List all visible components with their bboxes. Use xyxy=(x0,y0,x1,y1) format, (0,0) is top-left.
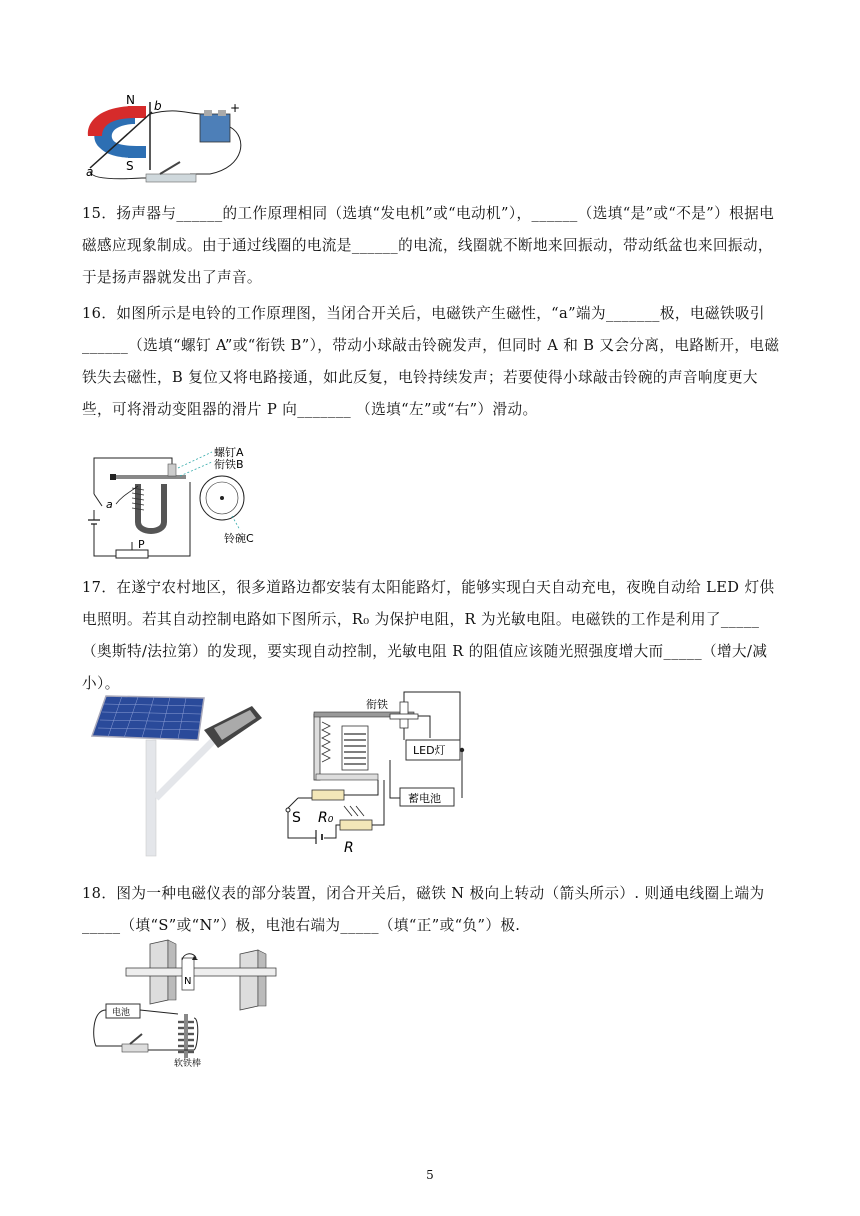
page-number: 5 xyxy=(426,1168,434,1182)
fig14-label-s: S xyxy=(126,159,134,173)
question-16: 16．如图所示是电铃的工作原理图，当闭合开关后，电磁铁产生磁性，“a”端为_______极，电磁铁吸引______（选填“螺钉 A”或“衔铁 B”），带动小球敲击铃碗发声，但同时 A 和 B 又会分离，电路断开，电磁铁失去磁性，B 复位又将电路接通，如此反复，电铃持续发声；若要使得小球敲击铃碗的声音响度更大些，可将滑动变阻器的滑片 P 向_______ （选填“左”或“右”）滑动。 xyxy=(82,305,780,418)
question-15: 15．扬声器与______的工作原理相同（选填“发电机”或“电动机”），______（选填“是”或“不是”）根据电磁感应现象制成。由于通过线圈的电流是______的电流，线圈就不断地来回振动，带动纸盆也来回振动，于是扬声器就发出了声音。 xyxy=(82,205,775,286)
figure-q18-meter xyxy=(86,938,286,1068)
fig17-label-armature: 衔铁 xyxy=(366,698,388,711)
fig16-label-armature: 衔铁B xyxy=(214,458,244,471)
fig14-label-n: N xyxy=(126,93,135,107)
question-18: 18．图为一种电磁仪表的部分装置，闭合开关后，磁铁 N 极向上转动（箭头所示）. 则通电线圈上端为_____（填“S”或“N”）极，电池右端为_____（填“正”或“负”）极. xyxy=(82,885,765,934)
fig18-label-n: N xyxy=(184,976,192,987)
fig14-label-a: a xyxy=(86,165,94,179)
fig16-label-a: a xyxy=(106,498,113,511)
fig14-label-plus: + xyxy=(230,101,241,115)
fig16-label-p: P xyxy=(138,538,145,551)
fig17-label-r: R xyxy=(344,840,354,856)
fig17-label-s: S xyxy=(292,810,301,826)
fig17-label-led: LED灯 xyxy=(413,744,446,757)
fig14-label-b: b xyxy=(154,99,162,113)
figure-q16-electric-bell xyxy=(80,446,280,566)
fig17-label-r0: R₀ xyxy=(318,810,334,826)
fig17-label-battery: 蓄电池 xyxy=(408,792,441,805)
fig16-label-bowl: 铃碗C xyxy=(224,532,254,545)
figure-q17-control-circuit xyxy=(280,688,480,858)
fig16-label-screw: 螺钉A xyxy=(214,446,244,459)
question-17: 17．在遂宁农村地区，很多道路边都安装有太阳能路灯，能够实现白天自动充电，夜晚自动给 LED 灯供电照明。若其自动控制电路如下图所示，R₀ 为保护电阻，R 为光敏电阻。电磁铁的工作是利用了_____（奥斯特/法拉第）的发现，要实现自动控制，光敏电阻 R 的阻值应该随光照强度增大而_____（增大/减小）。 xyxy=(82,579,775,692)
figure-q14-generator xyxy=(80,92,250,192)
fig18-label-battery: 电池 xyxy=(112,1008,131,1018)
figure-q17-solar-lamp xyxy=(86,688,266,858)
fig18-label-core: 软铁棒 xyxy=(174,1059,202,1068)
